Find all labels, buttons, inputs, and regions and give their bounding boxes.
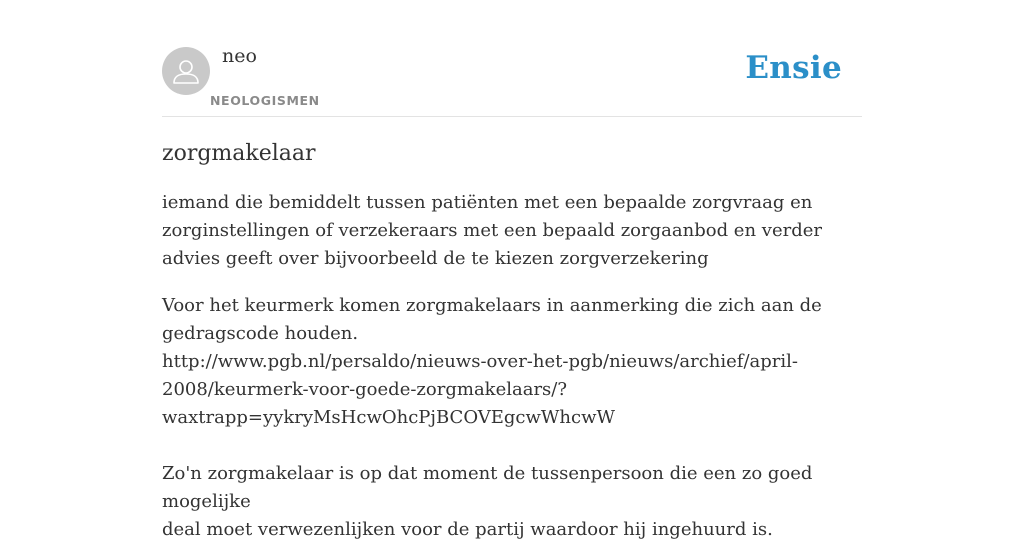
brand-logo[interactable]: Ensie bbox=[745, 50, 842, 86]
example-line: Zo'n zorgmakelaar is op dat moment de tussenpersoon die een zo goed mogelijke bbox=[162, 463, 813, 512]
username[interactable]: neo bbox=[222, 45, 257, 67]
entry-example bbox=[162, 292, 872, 544]
example-link-line[interactable]: waxtrapp=yykryMsHcwOhcPjBCOVEgcwWhcwW bbox=[162, 407, 615, 428]
category-link[interactable]: NEOLOGISMEN bbox=[210, 93, 320, 108]
entry-term: zorgmakelaar bbox=[162, 141, 316, 166]
avatar[interactable] bbox=[162, 47, 210, 95]
example-link-line[interactable]: http://www.pgb.nl/persaldo/nieuws-over-het-pgb/nieuws/archief/april- bbox=[162, 351, 798, 372]
user-icon bbox=[162, 47, 210, 95]
example-line: gedragscode houden. bbox=[162, 323, 359, 344]
entry-content bbox=[162, 138, 872, 544]
entry-definition: iemand die bemiddelt tussen patiënten met een bepaalde zorgvraag en zorginstellingen of verzekeraars met een bepaald zorgaanbod en verder advies geeft over bijvoorbeeld de te kiezen zorgverzekering bbox=[162, 192, 822, 269]
example-blank-line bbox=[162, 432, 872, 460]
example-link-line[interactable]: 2008/keurmerk-voor-goede-zorgmakelaars/? bbox=[162, 379, 568, 400]
example-line: deal moet verwezenlijken voor de partij waardoor hij ingehuurd is. bbox=[162, 519, 773, 540]
header bbox=[162, 0, 862, 117]
example-line: Voor het keurmerk komen zorgmakelaars in aanmerking die zich aan de bbox=[162, 295, 822, 316]
